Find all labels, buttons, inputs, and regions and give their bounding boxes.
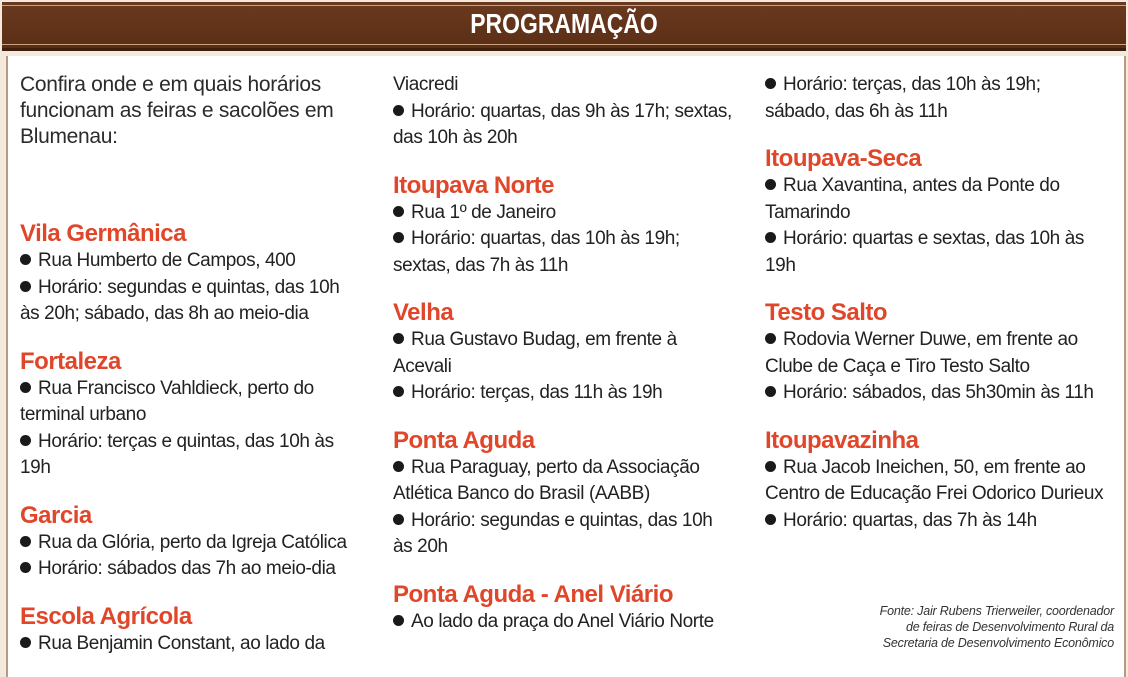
info-line [393,354,753,381]
market-section [20,220,380,328]
info-line [20,275,380,302]
bullet-icon [393,105,404,116]
market-heading: Ponta Aguda - Anel Viário [393,580,673,608]
info-line [393,99,753,126]
info-line [393,200,753,227]
column-3 [765,56,1125,534]
column-2 [393,56,753,635]
intro-line: funcionam as feiras e sacolões em [20,99,334,122]
info-line [393,508,753,535]
bullet-icon [20,536,31,547]
info-text: às 20h; sábado, das 8h ao meio-dia [20,303,309,324]
info-text: sábado, das 6h às 11h [765,100,948,122]
bullet-icon [20,382,31,393]
market-heading: Velha [393,299,454,326]
info-line [765,481,1125,508]
info-line [393,253,753,280]
info-line [393,125,753,152]
market-section [765,427,1125,535]
info-text: Horário: sábados das 7h ao meio-dia [38,558,336,579]
info-text: Horário: segundas e quintas, das 10h [411,509,713,531]
info-line [765,380,1125,407]
bullet-icon [20,435,31,446]
info-text: Ao lado da praça do Anel Viário Norte [411,610,714,632]
market-heading: Itoupava Norte [393,171,555,199]
info-line [20,631,380,658]
source-credit [880,603,1114,651]
info-line [20,556,380,583]
info-text: Rua Francisco Vahldieck, perto do [38,377,314,399]
info-text: Rua da Glória, perto da Igreja Católica [38,531,347,553]
info-line [393,481,753,508]
info-text: Horário: quartas, das 7h às 14h [783,509,1037,531]
info-text: Horário: terças, das 11h às 19h [411,382,663,403]
intro-text [20,72,380,150]
info-text: Rua Jacob Ineichen, 50, em frente ao [783,456,1086,478]
market-section [20,502,380,583]
market-section [393,172,753,280]
info-line [393,327,753,354]
info-text: Horário: quartas, das 9h às 17h; sextas, [411,100,732,122]
info-line [393,72,753,99]
intro-line: Confira onde e em quais horários [20,73,321,96]
bullet-icon [765,461,776,472]
market-section [20,603,380,658]
info-line [765,72,1125,99]
bullet-icon [765,179,776,190]
info-line [765,200,1125,227]
info-line [393,380,753,407]
info-text: Horário: quartas e sextas, das 10h às [783,228,1084,249]
column-1-sections [20,220,380,657]
market-section [393,427,753,561]
source-line: Secretaria de Desenvolvimento Econômico [882,636,1114,650]
info-text: Acevali [393,355,452,377]
header-banner [2,2,1126,51]
info-text: Centro de Educação Frei Odorico Durieux [765,483,1104,504]
column-2-sections [393,172,753,636]
info-line [393,226,753,253]
info-line [20,301,380,328]
info-text: Horário: quartas, das 10h às 19h; [411,228,680,249]
bullet-icon [393,333,404,344]
info-line [393,455,753,482]
info-text: Horário: terças, das 10h às 19h; [783,74,1041,95]
info-text: Rua Benjamin Constant, ao lado da [38,632,325,654]
info-text: Rua Gustavo Budag, em frente à [411,329,677,350]
page-title: PROGRAMAÇÃO [470,8,658,39]
market-heading: Itoupava-Seca [765,145,922,172]
info-line [393,534,753,561]
bullet-icon [20,562,31,573]
market-heading: Vila Germânica [20,220,186,247]
bullet-icon [765,232,776,243]
market-heading: Itoupavazinha [765,426,919,454]
info-line [765,354,1125,381]
bullet-icon [393,461,404,472]
info-line [765,327,1125,354]
info-text: 19h [765,254,796,276]
info-text: Horário: sábados, das 5h30min às 11h [783,382,1094,403]
market-heading: Fortaleza [20,347,121,375]
info-line [20,429,380,456]
info-text: Atlética Banco do Brasil (AABB) [393,483,650,504]
bullet-icon [393,514,404,525]
info-line [393,609,753,636]
market-section [20,348,380,482]
info-text: sextas, das 7h às 11h [393,254,569,276]
info-line [765,455,1125,482]
info-text: terminal urbano [20,404,147,425]
source-line: Fonte: Jair Rubens Trierweiler, coordenador [879,604,1114,618]
info-line [765,253,1125,280]
bullet-icon [20,637,31,648]
info-text: Viacredi [393,74,459,95]
info-text: das 10h às 20h [393,127,518,148]
column-2-continuation [393,72,753,152]
info-text: Clube de Caça e Tiro Testo Salto [765,355,1030,377]
info-line [765,99,1125,126]
bullet-icon [393,386,404,397]
info-line [20,530,380,557]
bullet-icon [393,232,404,243]
bullet-icon [765,386,776,397]
column-1 [20,56,380,657]
info-text: Rua Xavantina, antes da Ponte do [783,175,1060,196]
market-section [393,299,753,407]
info-text: 19h [20,457,51,478]
info-text: Rodovia Werner Duwe, em frente ao [783,329,1078,350]
info-text: Rua Humberto de Campos, 400 [38,250,296,271]
info-line [765,508,1125,535]
intro-line: Blumenau: [20,125,118,148]
info-text: Horário: segundas e quintas, das 10h [38,276,340,298]
market-heading: Ponta Aguda [393,426,535,454]
content-panel [6,56,1126,677]
market-heading: Testo Salto [765,299,888,326]
bullet-icon [765,78,776,89]
bullet-icon [20,254,31,265]
bullet-icon [765,514,776,525]
bullet-icon [765,333,776,344]
info-text: às 20h [393,536,448,557]
info-line [20,248,380,275]
bullet-icon [20,281,31,292]
info-line [765,173,1125,200]
info-text: Rua 1º de Janeiro [411,201,556,223]
bullet-icon [393,615,404,626]
column-3-continuation [765,72,1125,125]
bullet-icon [393,206,404,217]
info-line [765,226,1125,253]
info-line [20,402,380,429]
info-text: Horário: terças e quintas, das 10h às [38,430,334,452]
market-heading: Garcia [20,501,92,529]
market-section [393,581,753,636]
market-section [765,145,1125,279]
info-text: Rua Paraguay, perto da Associação [411,456,700,478]
info-text: Tamarindo [765,201,851,223]
info-line [20,455,380,482]
source-line: de feiras de Desenvolvimento Rural da [906,620,1114,634]
info-line [20,376,380,403]
column-3-sections [765,145,1125,534]
market-heading: Escola Agrícola [20,602,192,630]
market-section [765,299,1125,407]
